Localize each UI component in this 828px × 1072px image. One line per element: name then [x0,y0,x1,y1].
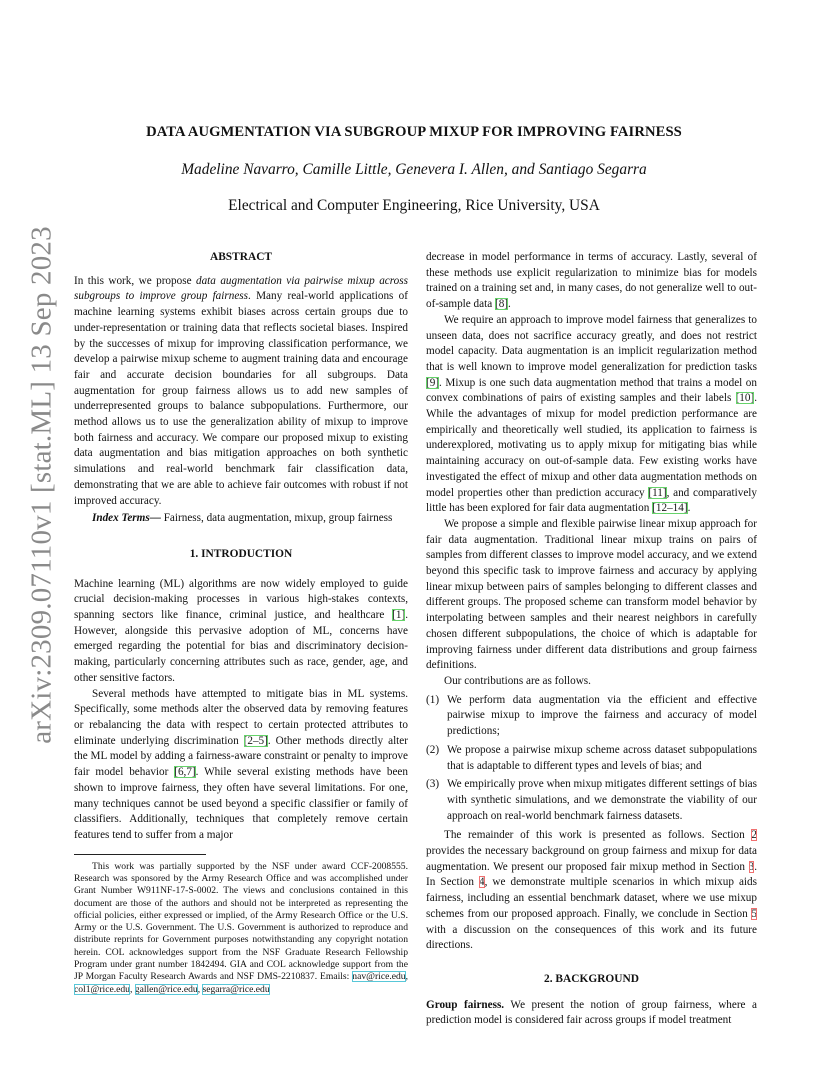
section-heading-introduction: 1. INTRODUCTION [189,547,293,560]
right-column [426,250,757,1029]
arxiv-sidebar-stamp [22,226,62,744]
body-text: Machine learning (ML) algorithms are now widely employed to guide crucial decision-making processes in various high-stakes contexts, spanning sectors like finance, criminal justice, and healthcare [74,577,408,622]
body-text: We require an approach to improve model fairness that generalizes to unseen data, does not sacrifice accuracy greatly, and does not restrict model capacity. Data augmentation is an implicit regularization method that is well known to improve model generalization for prediction tasks [426,313,757,373]
body-text: We present the notion of group fairness, where a prediction model is considered fair across groups if model treatment [426,998,758,1027]
right-paragraph-1 [426,250,757,313]
email-link[interactable]: col1@rice.edu [74,983,130,995]
body-text: provides the necessary background on group fairness and mixup for data augmentation. We present our proposed fair mixup method in Section [426,845,757,873]
run-in-heading: Group fairness. [426,998,505,1011]
list-number: (1) [426,693,440,706]
index-terms-text: Fairness, data augmentation, mixup, group fairness [160,512,393,525]
arxiv-id: arXiv:2309.07110v1 [stat.ML] 13 Sep 2023 [25,226,58,744]
separator: , [129,983,135,995]
citation-link[interactable]: [2–5] [243,734,268,747]
abstract-body [74,274,408,510]
email-link[interactable]: gallen@rice.edu [134,983,198,995]
contributions-intro: Our contributions are as follows. [444,674,591,687]
body-text: . [687,502,691,515]
body-text: , we demonstrate multiple scenarios in which mixup aids fairness, including an essential benchmark dataset, where we use mixup schemes from our proposed approach. Finally, we conclude in Section [426,876,757,920]
citation-link[interactable]: [9] [426,376,440,389]
outline-paragraph [426,828,757,954]
body-text: , and comparatively little has been explored for fair data augmentation [426,486,757,515]
list-item [426,777,757,824]
section-link[interactable]: 4 [478,876,485,889]
list-number: (2) [426,743,440,756]
abstract-text: . Many real-world applications of machine learning systems exhibit biases across certain groups due to under-representation or training data that reflects societal biases. Inspired by the successes of mixup for improving classification performance, we develop a pairwise mixup scheme to augment training data and encourage fair and accurate decision boundaries for all subgroups. Data augmentation for group fairness allows us to add new samples of underrepresented groups to balance subpopulations. Furthermore, our method allows us to use the generalization ability of mixup to improve both fairness and accuracy. We compare our proposed mixup to existing data augmentation and bias mitigation approaches on both synthetic simulations and real-world benchmark fair classification data, demonstrating that we are able to achieve fair outcomes with robust if not improved accuracy. [74,290,408,507]
intro-paragraph-1 [74,577,408,687]
separator: , [197,983,203,995]
body-text: . While the advantages of mixup for model prediction performance are empirically and theoretically well studied, its application to fairness is underexplored, motivating us to apply mixup for mitigating bias while maintaining accuracy on out-of-sample data. Few existing works have investigated the effect of mixup and other data augmentation methods on model properties other than prediction accuracy [426,392,757,499]
list-number: (3) [426,778,440,791]
right-paragraph-2 [426,313,757,517]
email-link[interactable]: segarra@rice.edu [202,983,270,995]
body-text: Several methods have attempted to mitigate bias in ML systems. Specifically, some methods alter the observed data by removing features or rebalancing the data with respect to certain protected attributes to eliminate underlying discrimination [74,687,408,747]
body-text: . [508,298,511,311]
right-paragraph-3: We propose a simple and flexible pairwise linear mixup approach for fair data augmentation. Traditional linear mixup trains on pairs of samples from different classes to improve model accuracy, and we extend beyond this specific task to improve fairness and accuracy by applying linear mixup between pairs of samples belonging to different classes and different groups. The proposed scheme can transform model behavior by interpolating between samples and their nearest neighbors in carefully chosen different subpopulations, the choice of which is adaptable for improving fairness under different data distributions and group fairness definitions. [426,517,757,672]
citation-link[interactable]: [6,7] [174,766,196,779]
list-item [426,693,757,740]
background-paragraph [426,998,757,1029]
citation-link[interactable]: [11] [648,486,667,499]
section-heading-background: 2. BACKGROUND [544,972,639,985]
intro-paragraph-2 [74,687,408,844]
footnote-text: This work was partially supported by the NSF under award CCF-2008555. Research was sponsored by the Army Research Office and was accomplished under Grant Number W911NF-17-S-0002. The views and conclusions contained in this document are those of the authors and should not be interpreted as representing the official policies, either expressed or implied, of the Army Research Office or the U.S. Army or the U.S. Government. The U.S. Government is authorized to reproduce and distribute reprints for Government purposes notwithstanding any copyright notation herein. COL acknowledges support from the NSF Graduate Research Fellowship Program under grant number 1842494. GIA and COL acknowledge support from the JP Morgan Faculty Research Awards and NSF DMS-2210837. Emails: [74,860,408,983]
body-text: with a discussion on the consequences of this work and its future directions. [426,923,757,952]
list-text: We propose a pairwise mixup scheme across dataset subpopulations that is adaptable to different types and levels of bias; and [447,743,757,772]
separator: , [405,971,408,983]
citation-link[interactable]: [1] [392,609,406,622]
paper-title: DATA AUGMENTATION VIA SUBGROUP MIXUP FOR IMPROVING FAIRNESS [146,124,682,140]
section-link[interactable]: 5 [751,907,757,920]
citation-link[interactable]: [10] [735,392,755,405]
index-terms-label: Index Terms— [92,512,161,525]
section-link[interactable]: 2 [751,829,757,842]
index-terms [74,511,408,527]
body-text: . While several existing methods have been shown to improve fairness, they often have several limitations. For one, many techniques cannot be used beyond a specific classifier or family of classifiers. Additionally, techniques that completely remove certain features tend to suffer from a major [74,766,408,841]
section-link[interactable]: 3 [748,860,755,873]
body-text: . Mixup is one such data augmentation method that trains a model on convex combinations of pairs of existing samples and their labels [426,376,757,405]
body-text: . Other methods directly alter the ML model by adding a fairness-aware constraint or penalty to improve fair model behavior [74,734,408,779]
abstract-heading: ABSTRACT [209,251,273,263]
list-text: We empirically prove when mixup mitigates different settings of bias with synthetic simulations, and we demonstrate the viability of our approach on real-world benchmark fairness datasets. [447,778,757,822]
body-text: . However, alongside this pervasive adoption of ML, concerns have emerged regarding the potential for bias and discriminatory decision-making, particularly concerning attributes such as race, gender, age, and other sensitive factors. [74,609,408,684]
citation-link[interactable]: [8] [494,298,509,311]
contributions-list [426,693,757,825]
email-link[interactable]: nav@rice.edu [352,971,406,983]
list-item [426,743,757,774]
body-text: The remainder of this work is presented as follows. Section [444,829,752,842]
citation-link[interactable]: [12–14] [652,502,688,515]
body-text: decrease in model performance in terms of accuracy. Lastly, several of these methods use explicit regularization to minimize bias for models trained on a training set and, in many cases, do not generalize well to out-of-sample data [426,251,757,311]
affiliation: Electrical and Computer Engineering, Rice University, USA [228,197,600,214]
abstract-emphasis: data augmentation via pairwise mixup across subgroups to improve group fairness [74,274,408,303]
body-text: . In Section [426,860,757,889]
left-column [74,250,408,996]
abstract-text: In this work, we propose [74,274,196,287]
list-text: We perform data augmentation via the efficient and effective pairwise mixup to improve the fairness and accuracy of model predictions; [447,693,757,738]
footnote-rule [74,854,206,855]
footnote [74,861,408,996]
author-list: Madeline Navarro, Camille Little, Genevera I. Allen, and Santiago Segarra [181,161,647,178]
